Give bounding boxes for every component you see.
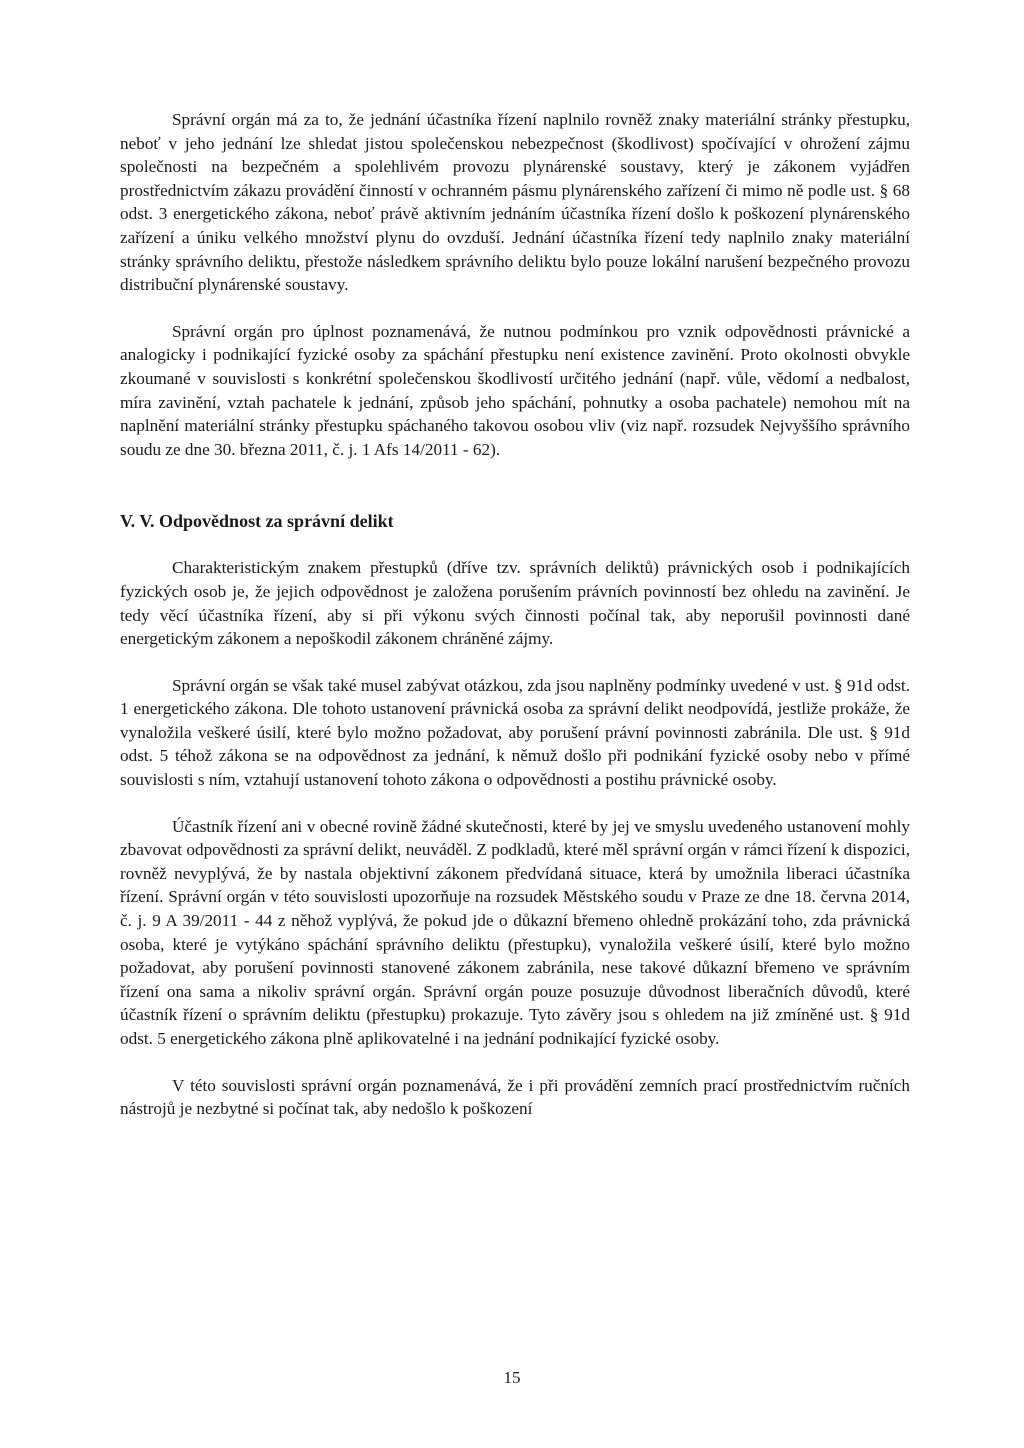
paragraph-liability-character: Charakteristickým znakem přestupků (dříve tzv. správních deliktů) právnických osob i podnikajících fyzických osob je, že jejich odpovědnost je založena porušením právních povinností bez ohledu na zavinění. Je tedy věcí účastníka řízení, aby si při výkonu svých činnosti počínal tak, aby neporušil povinnosti dané energetickým zákonem a nepoškodil zákonem chráněné zájmy. xyxy=(120,558,910,649)
paragraph-earthworks: V této souvislosti správní orgán poznamenává, že i při provádění zemních prací prostřednictvím ručních nástrojů je nezbytné si počínat tak, aby nedošlo k poškození xyxy=(120,1075,910,1119)
document-page xyxy=(120,108,910,1121)
paragraph-court-ruling: Účastník řízení ani v obecné rovině žádné skutečnosti, které by jej ve smyslu uvedeného ustanovení mohly zbavovat odpovědnosti za správní delikt, neuváděl. Z podkladů, které měl správní orgán v rámci řízení k dispozici, rovněž nevyplývá, že by nastala objektivní zákonem předvídaná situace, která by umožnila liberaci účastníka řízení. Správní orgán v této souvislosti upozorňuje na rozsudek Městského soudu v Praze ze dne 18. června 2014, č. j. 9 A 39/2011 - 44 z něhož vyplývá, že pokud jde o důkazní břemeno ohledně prokázání toho, zda právnická osoba, které je vytýkáno spáchání správního deliktu (přestupku), vynaložila veškeré úsilí, které bylo možno požadovat, aby porušení povinnosti stanovené zákonem zabránila, nese takové důkazní břemeno ve správním řízení ona sama a nikoliv správní orgán. Správní orgán pouze posuzuje důvodnost liberačních důvodů, které účastník řízení o správním deliktu (přestupku) prokazuje. Tyto závěry jsou s ohledem na již zmíněné ust. § 91d odst. 5 energetického zákona plně aplikovatelné i na jednání podnikající fyzické osoby. xyxy=(120,816,910,1048)
page-number: 15 xyxy=(503,1368,521,1387)
paragraph-liberation-conditions: Správní orgán se však také musel zabývat otázkou, zda jsou naplněny podmínky uvedené v ust. § 91d odst. 1 energetického zákona. Dle tohoto ustanovení právnická osoba za správní delikt neodpovídá, jestliže prokáže, že vynaložila veškeré úsilí, které bylo možno požadovat, aby porušení právní povinnosti zabránila. Dle ust. § 91d odst. 5 téhož zákona se na odpovědnost za jednání, k němuž došlo při podnikání fyzické osoby nebo v přímé souvislosti s ním, vztahují ustanovení tohoto zákona o odpovědnosti a postihu právnické osoby. xyxy=(120,675,910,790)
section-heading: V. V. Odpovědnost za správní delikt xyxy=(120,511,394,532)
paragraph-material-aspect: Správní orgán má za to, že jednání účastníka řízení naplnilo rovněž znaky materiální stránky přestupku, neboť v jeho jednání lze shledat jistou společenskou nebezpečnost (škodlivost) spočívající v ohrožení zájmu společnosti na bezpečném a spolehlivém provozu plynárenské soustavy, který je zákonem vyjádřen prostřednictvím zákazu provádění činností v ochranném pásmu plynárenského zařízení či mimo ně podle ust. § 68 odst. 3 energetického zákona, neboť právě aktivním jednáním účastníka řízení došlo k poškození plynárenského zařízení a úniku velkého množství plynu do ovzduší. Jednání účastníka řízení tedy naplnilo znaky materiální stránky správního deliktu, přestože následkem správního deliktu bylo pouze lokální narušení bezpečného provozu distribuční plynárenské soustavy. xyxy=(120,110,910,295)
paragraph-culpability: Správní orgán pro úplnost poznamenává, že nutnou podmínkou pro vznik odpovědnosti právnické a analogicky i podnikající fyzické osoby za spáchání přestupku není existence zavinění. Proto okolnosti obvykle zkoumané v souvislosti s konkrétní společenskou škodlivostí určitého jednání (např. vůle, vědomí a nedbalost, míra zavinění, vztah pachatele k jednání, způsob jeho spáchání, pohnutky a osoba pachatele) nemohou mít na naplnění materiální stránky přestupku spáchaného takovou osobou vliv (viz např. rozsudek Nejvyššího správního soudu ze dne 30. března 2011, č. j. 1 Afs 14/2011 - 62). xyxy=(120,321,910,459)
